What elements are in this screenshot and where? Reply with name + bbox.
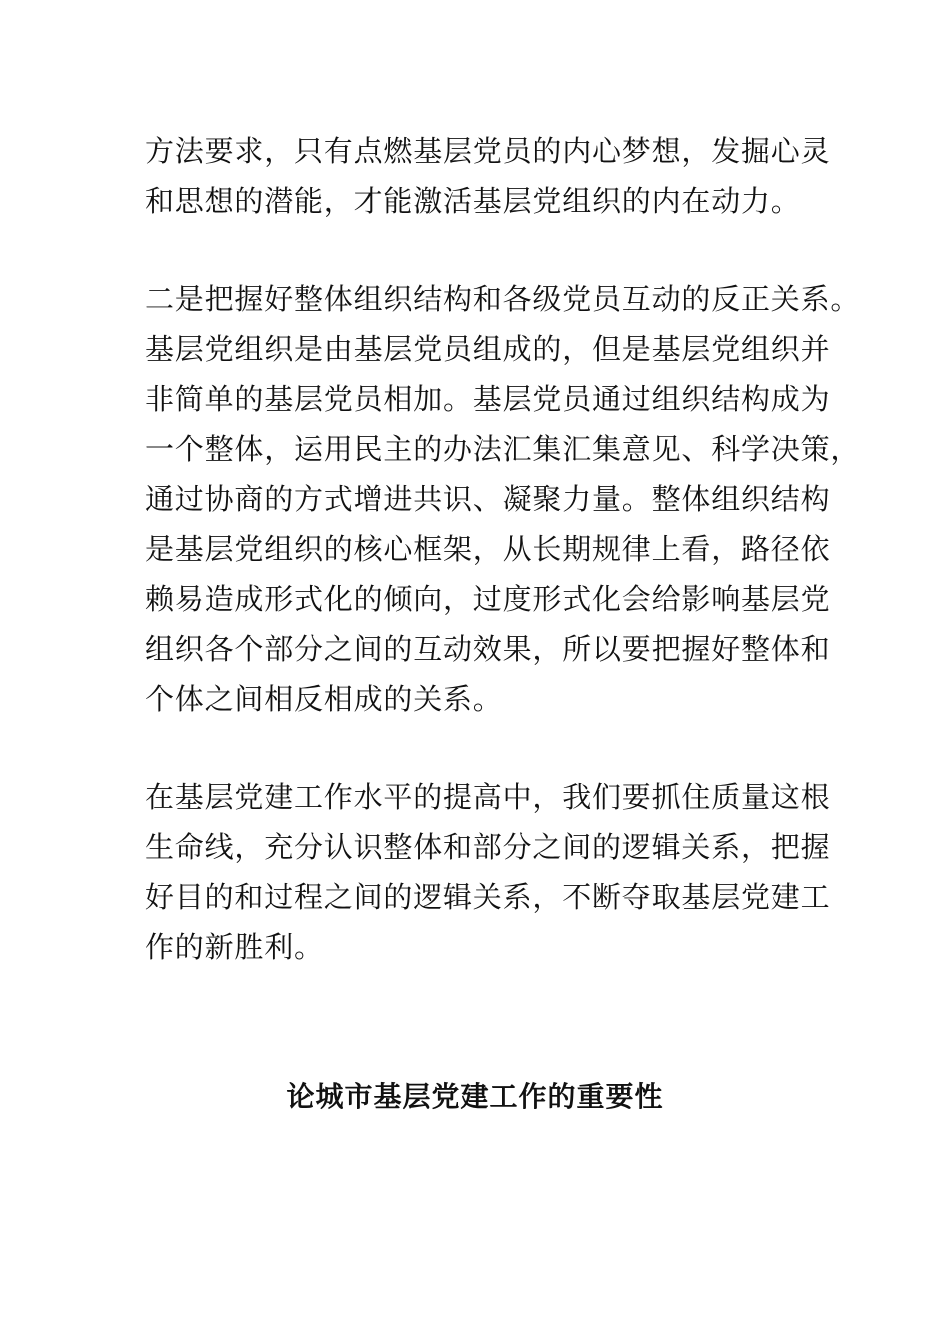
- paragraph-line: 好目的和过程之间的逻辑关系，不断夺取基层党建工: [145, 880, 831, 914]
- paragraph-line: 在基层党建工作水平的提高中，我们要抓住质量这根: [145, 780, 831, 814]
- paragraph-line: 作的新胜利。: [145, 930, 324, 964]
- paragraph-line: 基层党组织是由基层党员组成的，但是基层党组织并: [145, 332, 831, 366]
- paragraph-line: 生命线，充分认识整体和部分之间的逻辑关系，把握: [145, 830, 831, 864]
- paragraph-line: 和思想的潜能，才能激活基层党组织的内在动力。: [145, 184, 801, 218]
- paragraph-line: 二是把握好整体组织结构和各级党员互动的反正关系。: [145, 282, 861, 316]
- paragraph-line: 非简单的基层党员相加。基层党员通过组织结构成为: [145, 382, 831, 416]
- paragraph-line: 是基层党组织的核心框架，从长期规律上看，路径依: [145, 532, 831, 566]
- paragraph-line: 一个整体，运用民主的办法汇集汇集意见、科学决策，: [145, 432, 861, 466]
- paragraph-line: 通过协商的方式增进共识、凝聚力量。整体组织结构: [145, 482, 831, 516]
- paragraph-line: 赖易造成形式化的倾向，过度形式化会给影响基层党: [145, 582, 831, 616]
- paragraph-line: 组织各个部分之间的互动效果，所以要把握好整体和: [145, 632, 831, 666]
- paragraph-line: 方法要求，只有点燃基层党员的内心梦想，发掘心灵: [145, 134, 831, 168]
- section-heading: 论城市基层党建工作的重要性: [286, 1080, 664, 1113]
- paragraph-line: 个体之间相反相成的关系。: [145, 682, 503, 716]
